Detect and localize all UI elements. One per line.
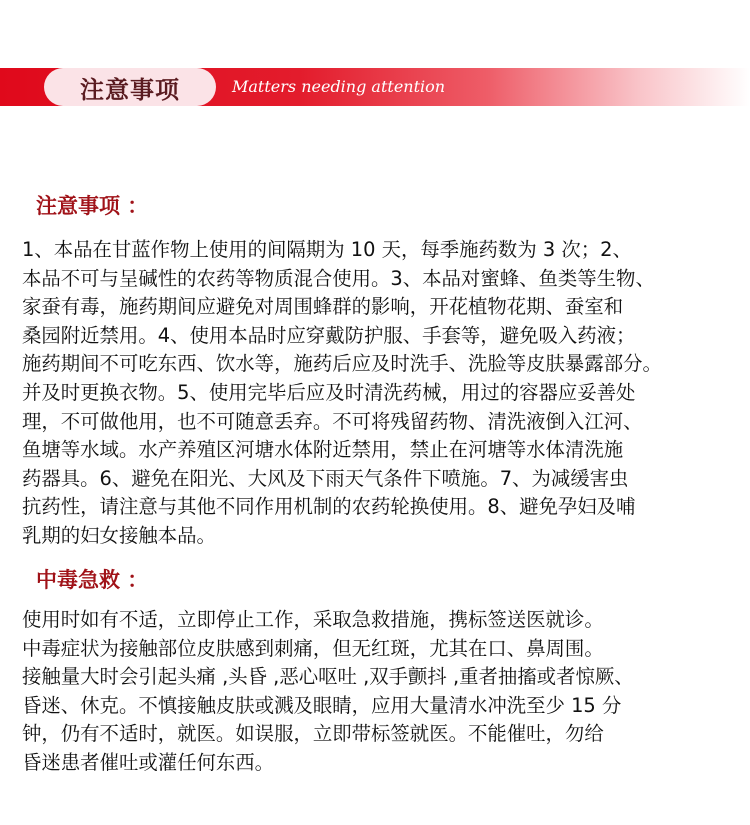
- firstaid-line: 使用时如有不适，立即停止工作，采取急救措施，携标签送医就诊。: [22, 608, 604, 631]
- firstaid-line: 昏迷患者催吐或灌任何东西。: [22, 750, 275, 774]
- firstaid-heading: 中毒急救 ：: [36, 568, 149, 592]
- notice-heading: 注意事项 ：: [36, 194, 149, 218]
- firstaid-line: 昏迷、休克。不慎接触皮肤或溅及眼睛，应用大量清水冲洗至少 15 分: [22, 693, 622, 717]
- notice-line: 鱼塘等水域。水产养殖区河塘水体附近禁用，禁止在河塘等水体清洗施: [22, 438, 624, 462]
- firstaid-line: 中毒症状为接触部位皮肤感到刺痛，但无红斑，尤其在口、鼻周围。: [22, 636, 604, 660]
- notice-line: 1、本品在甘蓝作物上使用的间隔期为 10 天，每季施药数为 3 次；2、: [22, 238, 632, 261]
- firstaid-paragraph: [22, 606, 737, 778]
- banner-title-pill: [44, 68, 216, 106]
- notice-line: 抗药性，请注意与其他不同作用机制的农药轮换使用。8、避免孕妇及哺: [22, 495, 636, 519]
- notice-line: 理，不可做他用，也不可随意丢弃。不可将残留药物、清洗液倒入江河、: [22, 409, 643, 433]
- notice-line: 家蚕有毒，施药期间应避免对周围蜂群的影响，开花植物花期、蚕室和: [22, 295, 624, 319]
- notice-line: 本品不可与呈碱性的农药等物质混合使用。3、本品对蜜蜂、鱼类等生物、: [22, 266, 655, 290]
- notice-line: 并及时更换衣物。5、使用完毕后应及时清洗药械，用过的容器应妥善处: [22, 380, 636, 404]
- section-banner: [0, 68, 750, 106]
- firstaid-line: 接触量大时会引起头痛 ,头昏 ,恶心呕吐 ,双手颤抖 ,重者抽搐或者惊厥、: [22, 665, 634, 689]
- notice-line: 乳期的妇女接触本品。: [22, 523, 216, 547]
- firstaid-line: 钟，仍有不适时，就医。如误服，立即带标签就医。不能催吐，勿给: [22, 722, 604, 746]
- notice-paragraph: [22, 236, 737, 551]
- notice-line: 施药期间不可吃东西、饮水等，施药后应及时洗手、洗脸等皮肤暴露部分。: [22, 352, 662, 376]
- notice-line: 桑园附近禁用。4、使用本品时应穿戴防护服、手套等，避免吸入药液；: [22, 323, 636, 347]
- banner-title: 注意事项: [80, 75, 180, 104]
- notice-line: 药器具。6、避免在阳光、大风及下雨天气条件下喷施。7、为减缓害虫: [22, 466, 629, 490]
- banner-subtitle: Matters needing attention: [232, 77, 446, 96]
